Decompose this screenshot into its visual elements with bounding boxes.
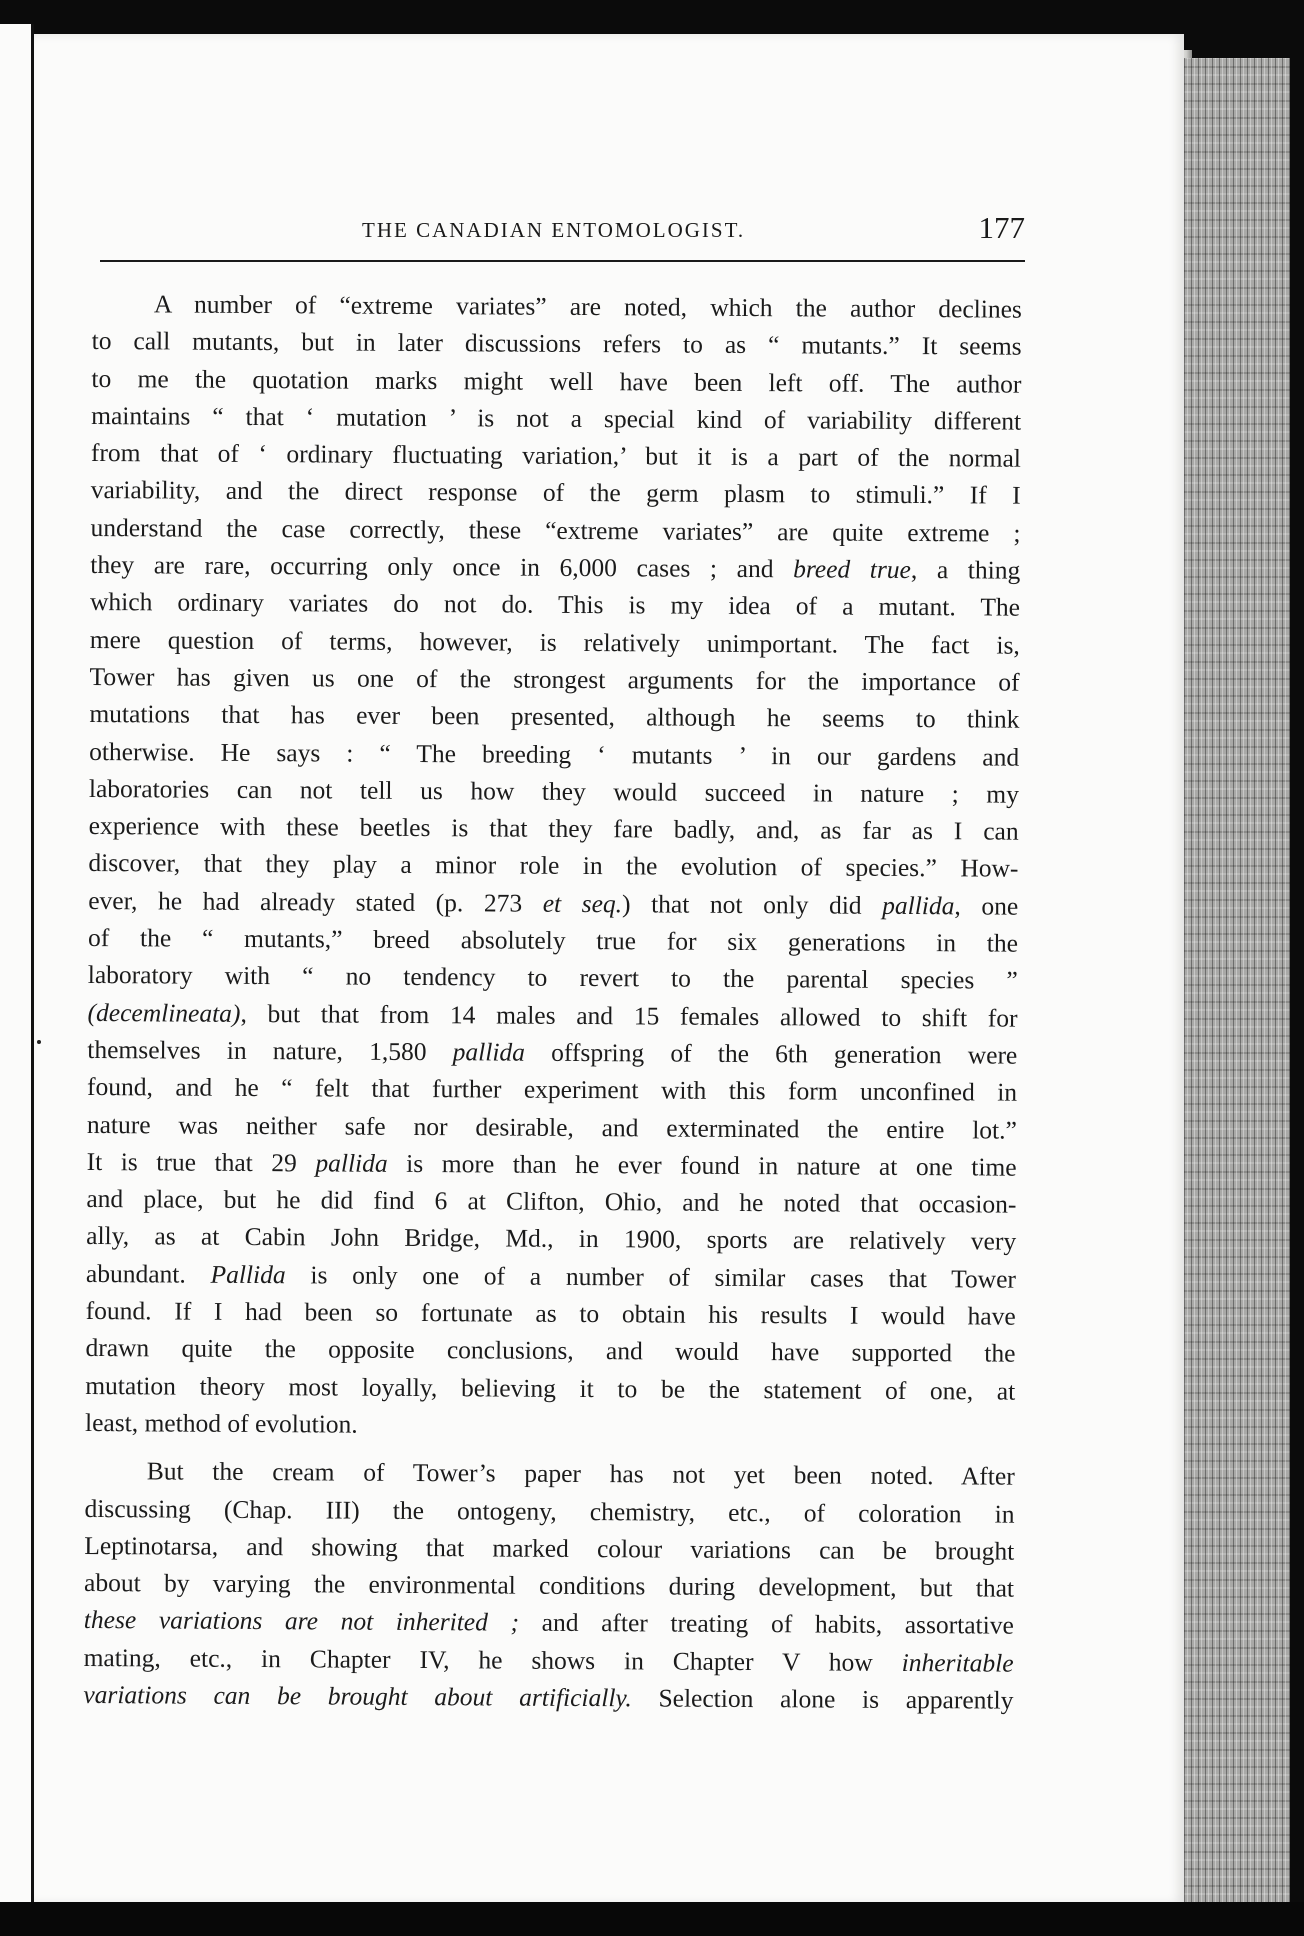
page-header bbox=[100, 210, 1025, 258]
italic-run: (decemlineata) bbox=[87, 997, 241, 1028]
text-run: Selection alone is apparently bbox=[631, 1683, 1014, 1715]
text-run: Leptinotarsa, and showing that marked colour variations can be brought bbox=[84, 1530, 1015, 1566]
text-run: discussing (Chap. III) the ontogeny, chemistry, etc., of coloration in bbox=[84, 1493, 1015, 1529]
italic-run: inheritable bbox=[901, 1647, 1014, 1678]
text-line bbox=[89, 695, 1019, 738]
text-line bbox=[84, 1527, 1014, 1570]
text-run: discover, that they play a minor role in the evolution of species.” How- bbox=[88, 848, 1019, 884]
text-line bbox=[85, 1367, 1015, 1410]
text-run: , but that from 14 males and 15 females allowed to shift for bbox=[240, 998, 1018, 1033]
text-line bbox=[92, 285, 1022, 328]
text-line bbox=[85, 1329, 1015, 1372]
body-text bbox=[83, 285, 1022, 1719]
text-line bbox=[87, 1031, 1017, 1074]
text-line bbox=[89, 733, 1019, 776]
text-line bbox=[85, 1404, 1015, 1447]
text-line bbox=[87, 1143, 1017, 1186]
text-run: A number of “extreme variates” are noted, which the author declines bbox=[153, 289, 1022, 324]
text-run: they are rare, occurring only once in 6,000 cases ; and bbox=[90, 550, 794, 584]
text-run: mutations that has ever been presented, although he seems to think bbox=[89, 699, 1020, 734]
text-line bbox=[85, 1452, 1015, 1495]
text-line bbox=[90, 546, 1020, 589]
text-line bbox=[84, 1564, 1014, 1607]
italic-run: Pallida bbox=[210, 1259, 286, 1289]
text-line bbox=[92, 322, 1022, 365]
text-run: laboratory with “ no tendency to revert to the parental species ” bbox=[87, 960, 1018, 996]
text-line bbox=[90, 621, 1020, 664]
text-line bbox=[88, 882, 1018, 925]
text-line bbox=[91, 360, 1021, 403]
text-run: found. If I had been so fortunate as to obtain his results I would have bbox=[85, 1295, 1016, 1331]
text-run: least, method of evolution. bbox=[84, 1407, 358, 1439]
text-line bbox=[86, 1255, 1016, 1298]
paragraph bbox=[83, 1452, 1015, 1719]
text-run: is only one of a number of similar cases that Tower bbox=[285, 1259, 1017, 1294]
text-run: Tower has given us one of the strongest arguments for the importance of bbox=[89, 661, 1020, 697]
text-run: found, and he “ felt that further experiment with this form unconfined in bbox=[87, 1072, 1018, 1107]
italic-run: pallida bbox=[315, 1148, 388, 1178]
text-line bbox=[88, 844, 1018, 887]
italic-run: et seq. bbox=[542, 888, 623, 918]
text-line bbox=[90, 509, 1020, 552]
book-gutter bbox=[0, 24, 34, 1904]
page-stack bbox=[1184, 58, 1290, 1904]
text-line bbox=[87, 1106, 1017, 1149]
text-run: from that of ‘ ordinary fluctuating variation,’ but it is a part of the normal bbox=[90, 438, 1022, 473]
text-line bbox=[91, 434, 1021, 477]
margin-speck bbox=[37, 1040, 41, 1044]
text-run: and place, but he did find 6 at Clifton, Ohio, and he noted that occasion- bbox=[86, 1184, 1017, 1219]
header-rule bbox=[100, 260, 1025, 262]
paragraph bbox=[85, 285, 1022, 1447]
text-run: ally, as at Cabin John Bridge, Md., in 1900, sports are relatively very bbox=[86, 1221, 1017, 1257]
text-line bbox=[87, 994, 1017, 1037]
italic-run: pallida bbox=[452, 1037, 526, 1067]
text-run: to call mutants, but in later discussions refers to as “ mutants.” It seems bbox=[91, 326, 1022, 361]
text-line bbox=[87, 1068, 1017, 1111]
text-line bbox=[88, 956, 1018, 999]
text-run: understand the case correctly, these “extreme variates” are quite extreme ; bbox=[90, 512, 1021, 548]
text-run: maintains “ that ‘ mutation ’ is not a special kind of variability different bbox=[91, 400, 1022, 436]
text-line bbox=[89, 807, 1019, 850]
text-run: is more than he ever found in nature at one time bbox=[387, 1148, 1017, 1182]
text-run: mating, etc., in Chapter IV, he shows in Chapter V how bbox=[83, 1642, 902, 1677]
text-run: abundant. bbox=[85, 1258, 211, 1289]
text-run: ever, he had already stated (p. 273 bbox=[88, 885, 543, 918]
text-run: It is true that 29 bbox=[86, 1146, 316, 1178]
text-line bbox=[86, 1292, 1016, 1335]
italic-run: these variations are not inherited ; bbox=[83, 1605, 520, 1638]
text-line bbox=[89, 770, 1019, 813]
text-line bbox=[89, 658, 1019, 701]
bottom-shadow bbox=[0, 1902, 1304, 1936]
text-run: nature was neither safe nor desirable, and exterminated the entire lot.” bbox=[86, 1109, 1017, 1145]
text-line bbox=[86, 1217, 1016, 1260]
text-run: of the “ mutants,” breed absolutely true for six generations in the bbox=[87, 923, 1019, 958]
italic-run: breed true bbox=[793, 554, 912, 585]
italic-run: pallida bbox=[882, 890, 955, 921]
text-run: variability, and the direct response of the germ plasm to stimuli.” If I bbox=[90, 475, 1021, 511]
text-line bbox=[84, 1639, 1014, 1682]
text-line bbox=[83, 1676, 1013, 1719]
text-run: offspring of the 6th generation were bbox=[524, 1037, 1018, 1070]
text-run: , one bbox=[954, 891, 1019, 921]
text-run: about by varying the environmental conditions during development, but that bbox=[83, 1568, 1015, 1603]
text-run: drawn quite the opposite conclusions, and would have supported the bbox=[85, 1333, 1016, 1368]
text-run: otherwise. He says : “ The breeding ‘ mutants ’ in our gardens and bbox=[89, 736, 1020, 772]
text-run: to me the quotation marks might well have been left off. The author bbox=[91, 363, 1022, 399]
text-line bbox=[91, 471, 1021, 514]
text-line bbox=[88, 919, 1018, 962]
text-run: laboratories can not tell us how they would succeed in nature ; my bbox=[88, 773, 1019, 809]
text-run: mutation theory most loyally, believing it to be the statement of one, at bbox=[85, 1370, 1016, 1406]
text-line bbox=[84, 1601, 1014, 1644]
text-line bbox=[90, 583, 1020, 626]
text-run: , a thing bbox=[910, 555, 1021, 585]
page-number: 177 bbox=[978, 210, 1025, 245]
text-run: But the cream of Tower’s paper has not yet been noted. After bbox=[146, 1456, 1015, 1491]
text-run: ) that not only did bbox=[622, 888, 883, 920]
text-line bbox=[84, 1489, 1014, 1532]
text-line bbox=[91, 397, 1021, 440]
text-run: themselves in nature, 1,580 bbox=[87, 1034, 453, 1067]
text-run: and after treating of habits, assortative bbox=[518, 1608, 1014, 1641]
text-run: mere question of terms, however, is relatively unimportant. The fact is, bbox=[89, 624, 1020, 660]
text-line bbox=[86, 1180, 1016, 1223]
italic-run: variations can be brought about artificially. bbox=[83, 1679, 632, 1713]
text-run: experience with these beetles is that they fare badly, and, as far as I can bbox=[88, 811, 1019, 846]
running-head: THE CANADIAN ENTOMOLOGIST. bbox=[362, 218, 746, 242]
text-run: which ordinary variates do not do. This is my idea of a mutant. The bbox=[89, 587, 1021, 623]
